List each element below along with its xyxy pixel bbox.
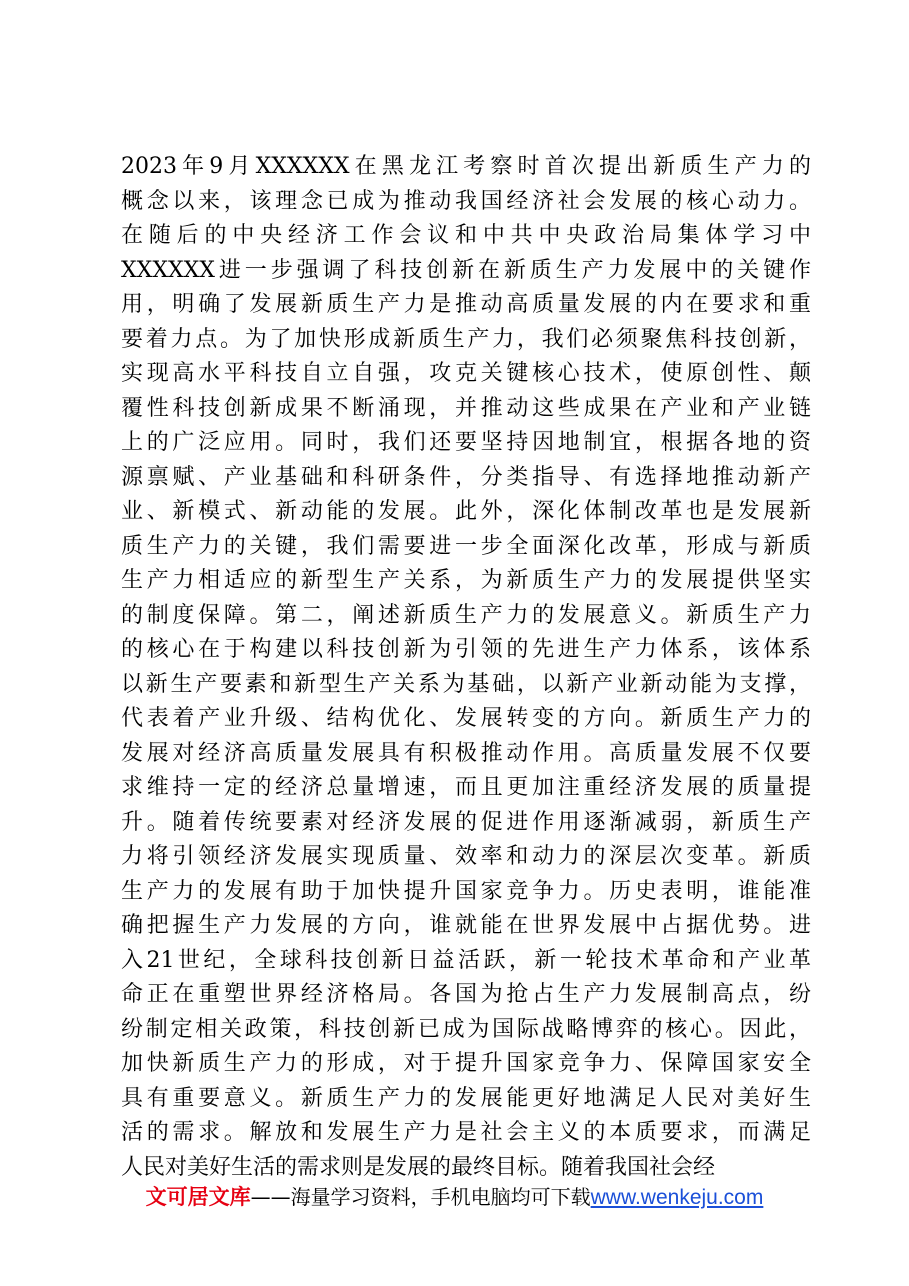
page-footer — [0, 1183, 909, 1212]
website-link[interactable]: www.wenkeju.com — [590, 1186, 764, 1209]
text-line: 发展对经济高质量发展具有积极推动作用。高质量发展不仅要 — [121, 740, 811, 766]
text-line: 人民对美好生活的需求则是发展的最终目标。随着我国社会经 — [121, 1154, 716, 1180]
text-line: 业、新模式、新动能的发展。此外，深化体制改革也是发展新 — [121, 499, 811, 524]
text-line: 生产力相适应的新型生产关系，为新质生产力的发展提供坚实 — [121, 568, 811, 593]
text-line: 覆性科技创新成果不断涌现，并推动这些成果在产业和产业链 — [121, 395, 811, 421]
text-line: 的制度保障。第二，阐述新质生产力的发展意义。新质生产力 — [121, 602, 811, 628]
text-line: 求维持一定的经济总量增速，而且更加注重经济发展的质量提 — [121, 775, 811, 800]
text-line: 概念以来，该理念已成为推动我国经济社会发展的核心动力。 — [121, 188, 811, 214]
text-line: 代表着产业升级、结构优化、发展转变的方向。新质生产力的 — [121, 706, 811, 731]
text-line: 活的需求。解放和发展生产力是社会主义的本质要求，而满足 — [121, 1120, 811, 1145]
text-line: 具有重要意义。新质生产力的发展能更好地满足人民对美好生 — [121, 1085, 811, 1111]
text-line: 以新生产要素和新型生产关系为基础，以新产业新动能为支撑， — [121, 671, 811, 697]
text-line: 加快新质生产力的形成，对于提升国家竞争力、保障国家安全 — [121, 1051, 811, 1076]
text-line: 质生产力的关键，我们需要进一步全面深化改革，形成与新质 — [121, 533, 811, 559]
text-line: 入21世纪，全球科技创新日益活跃，新一轮技术革命和产业革 — [121, 947, 811, 973]
footer-tagline: ——海量学习资料，手机电脑均可下载 — [250, 1185, 591, 1209]
text-line: 在随后的中央经济工作会议和中共中央政治局集体学习中 — [121, 223, 811, 248]
text-line: 升。随着传统要素对经济发展的促进作用逐渐减弱，新质生产 — [121, 809, 811, 835]
text-line: 要着力点。为了加快形成新质生产力，我们必须聚焦科技创新， — [121, 326, 811, 352]
text-line: 2023年9月XXXXXX在黑龙江考察时首次提出新质生产力的 — [121, 154, 811, 179]
text-line: 确把握生产力发展的方向，谁就能在世界发展中占据优势。进 — [121, 913, 811, 938]
text-line: 上的广泛应用。同时，我们还要坚持因地制宜，根据各地的资 — [121, 430, 811, 455]
text-line: XXXXXX进一步强调了科技创新在新质生产力发展中的关键作 — [121, 257, 811, 283]
text-line: 的核心在于构建以科技创新为引领的先进生产力体系，该体系 — [121, 637, 811, 662]
body-paragraph — [121, 150, 811, 1185]
text-line: 力将引领经济发展实现质量、效率和动力的深层次变革。新质 — [121, 844, 811, 869]
text-line: 生产力的发展有助于加快提升国家竞争力。历史表明，谁能准 — [121, 878, 811, 904]
text-line: 用，明确了发展新质生产力是推动高质量发展的内在要求和重 — [121, 292, 811, 317]
text-line: 命正在重塑世界经济格局。各国为抢占生产力发展制高点，纷 — [121, 982, 811, 1007]
brand-name: 文可居文库 — [145, 1185, 251, 1209]
text-line: 实现高水平科技自立自强，攻克关键核心技术，使原创性、颠 — [121, 361, 811, 386]
text-line: 纷制定相关政策，科技创新已成为国际战略博弈的核心。因此， — [121, 1016, 811, 1042]
text-line: 源禀赋、产业基础和科研条件，分类指导、有选择地推动新产 — [121, 464, 811, 490]
